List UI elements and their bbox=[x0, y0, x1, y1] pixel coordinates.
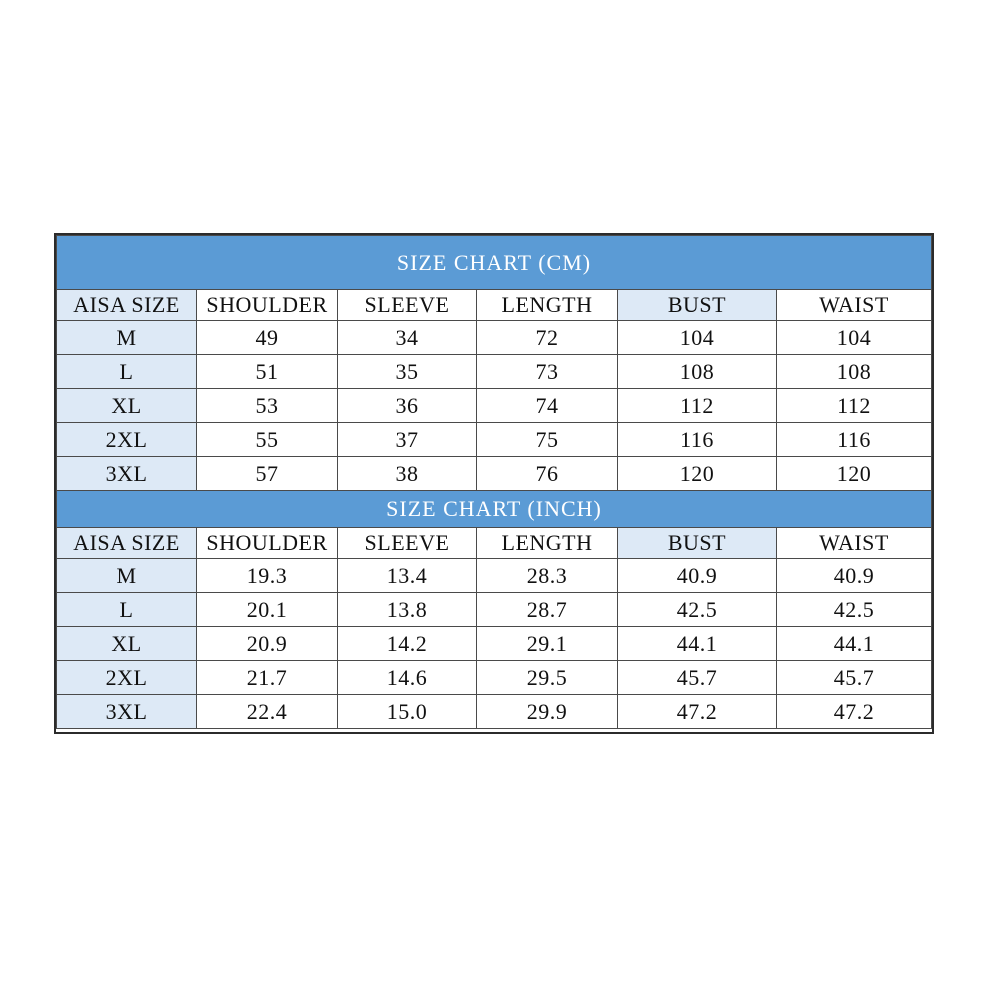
value-cell: 14.2 bbox=[338, 627, 477, 661]
value-cell: 108 bbox=[618, 355, 777, 389]
value-cell: 75 bbox=[477, 423, 618, 457]
value-cell: 20.9 bbox=[197, 627, 338, 661]
value-cell: 14.6 bbox=[338, 661, 477, 695]
header-cell: WAIST bbox=[777, 528, 932, 559]
table-row bbox=[57, 593, 932, 627]
value-cell: 22.4 bbox=[197, 695, 338, 729]
value-cell: 112 bbox=[777, 389, 932, 423]
header-cell: WAIST bbox=[777, 290, 932, 321]
size-cell: XL bbox=[57, 627, 197, 661]
value-cell: 19.3 bbox=[197, 559, 338, 593]
size-cell: M bbox=[57, 321, 197, 355]
value-cell: 28.7 bbox=[477, 593, 618, 627]
value-cell: 29.1 bbox=[477, 627, 618, 661]
header-cell: BUST bbox=[618, 290, 777, 321]
value-cell: 45.7 bbox=[618, 661, 777, 695]
value-cell: 57 bbox=[197, 457, 338, 491]
value-cell: 73 bbox=[477, 355, 618, 389]
value-cell: 53 bbox=[197, 389, 338, 423]
inch-header-row bbox=[57, 528, 932, 559]
table-row bbox=[57, 695, 932, 729]
value-cell: 40.9 bbox=[777, 559, 932, 593]
size-cell: L bbox=[57, 355, 197, 389]
value-cell: 15.0 bbox=[338, 695, 477, 729]
table-row bbox=[57, 423, 932, 457]
value-cell: 13.4 bbox=[338, 559, 477, 593]
header-cell: LENGTH bbox=[477, 290, 618, 321]
value-cell: 51 bbox=[197, 355, 338, 389]
value-cell: 76 bbox=[477, 457, 618, 491]
table-row bbox=[57, 661, 932, 695]
value-cell: 112 bbox=[618, 389, 777, 423]
table-row bbox=[57, 389, 932, 423]
value-cell: 44.1 bbox=[618, 627, 777, 661]
value-cell: 55 bbox=[197, 423, 338, 457]
value-cell: 104 bbox=[777, 321, 932, 355]
value-cell: 49 bbox=[197, 321, 338, 355]
value-cell: 13.8 bbox=[338, 593, 477, 627]
table-row bbox=[57, 627, 932, 661]
value-cell: 45.7 bbox=[777, 661, 932, 695]
value-cell: 40.9 bbox=[618, 559, 777, 593]
header-cell: SLEEVE bbox=[338, 528, 477, 559]
header-cell: AISA SIZE bbox=[57, 290, 197, 321]
value-cell: 28.3 bbox=[477, 559, 618, 593]
value-cell: 42.5 bbox=[777, 593, 932, 627]
cm-title-row bbox=[57, 236, 932, 290]
value-cell: 20.1 bbox=[197, 593, 338, 627]
value-cell: 47.2 bbox=[618, 695, 777, 729]
size-cell: L bbox=[57, 593, 197, 627]
value-cell: 36 bbox=[338, 389, 477, 423]
value-cell: 120 bbox=[777, 457, 932, 491]
table-row bbox=[57, 457, 932, 491]
header-cell: SHOULDER bbox=[197, 528, 338, 559]
value-cell: 42.5 bbox=[618, 593, 777, 627]
value-cell: 29.9 bbox=[477, 695, 618, 729]
value-cell: 116 bbox=[618, 423, 777, 457]
cm-header-row bbox=[57, 290, 932, 321]
value-cell: 120 bbox=[618, 457, 777, 491]
value-cell: 29.5 bbox=[477, 661, 618, 695]
size-cell: M bbox=[57, 559, 197, 593]
value-cell: 108 bbox=[777, 355, 932, 389]
value-cell: 104 bbox=[618, 321, 777, 355]
size-chart-table bbox=[56, 235, 932, 729]
size-cell: 3XL bbox=[57, 457, 197, 491]
header-cell: SHOULDER bbox=[197, 290, 338, 321]
value-cell: 38 bbox=[338, 457, 477, 491]
value-cell: 21.7 bbox=[197, 661, 338, 695]
value-cell: 116 bbox=[777, 423, 932, 457]
table-row bbox=[57, 355, 932, 389]
cm-title: SIZE CHART (CM) bbox=[57, 236, 932, 290]
size-cell: 2XL bbox=[57, 661, 197, 695]
value-cell: 37 bbox=[338, 423, 477, 457]
value-cell: 44.1 bbox=[777, 627, 932, 661]
value-cell: 74 bbox=[477, 389, 618, 423]
size-chart bbox=[54, 233, 934, 734]
header-cell: LENGTH bbox=[477, 528, 618, 559]
value-cell: 47.2 bbox=[777, 695, 932, 729]
size-cell: 2XL bbox=[57, 423, 197, 457]
header-cell: BUST bbox=[618, 528, 777, 559]
value-cell: 72 bbox=[477, 321, 618, 355]
value-cell: 35 bbox=[338, 355, 477, 389]
size-cell: XL bbox=[57, 389, 197, 423]
value-cell: 34 bbox=[338, 321, 477, 355]
header-cell: SLEEVE bbox=[338, 290, 477, 321]
size-cell: 3XL bbox=[57, 695, 197, 729]
table-row bbox=[57, 321, 932, 355]
inch-title: SIZE CHART (INCH) bbox=[57, 491, 932, 528]
header-cell: AISA SIZE bbox=[57, 528, 197, 559]
table-row bbox=[57, 559, 932, 593]
inch-title-row bbox=[57, 491, 932, 528]
